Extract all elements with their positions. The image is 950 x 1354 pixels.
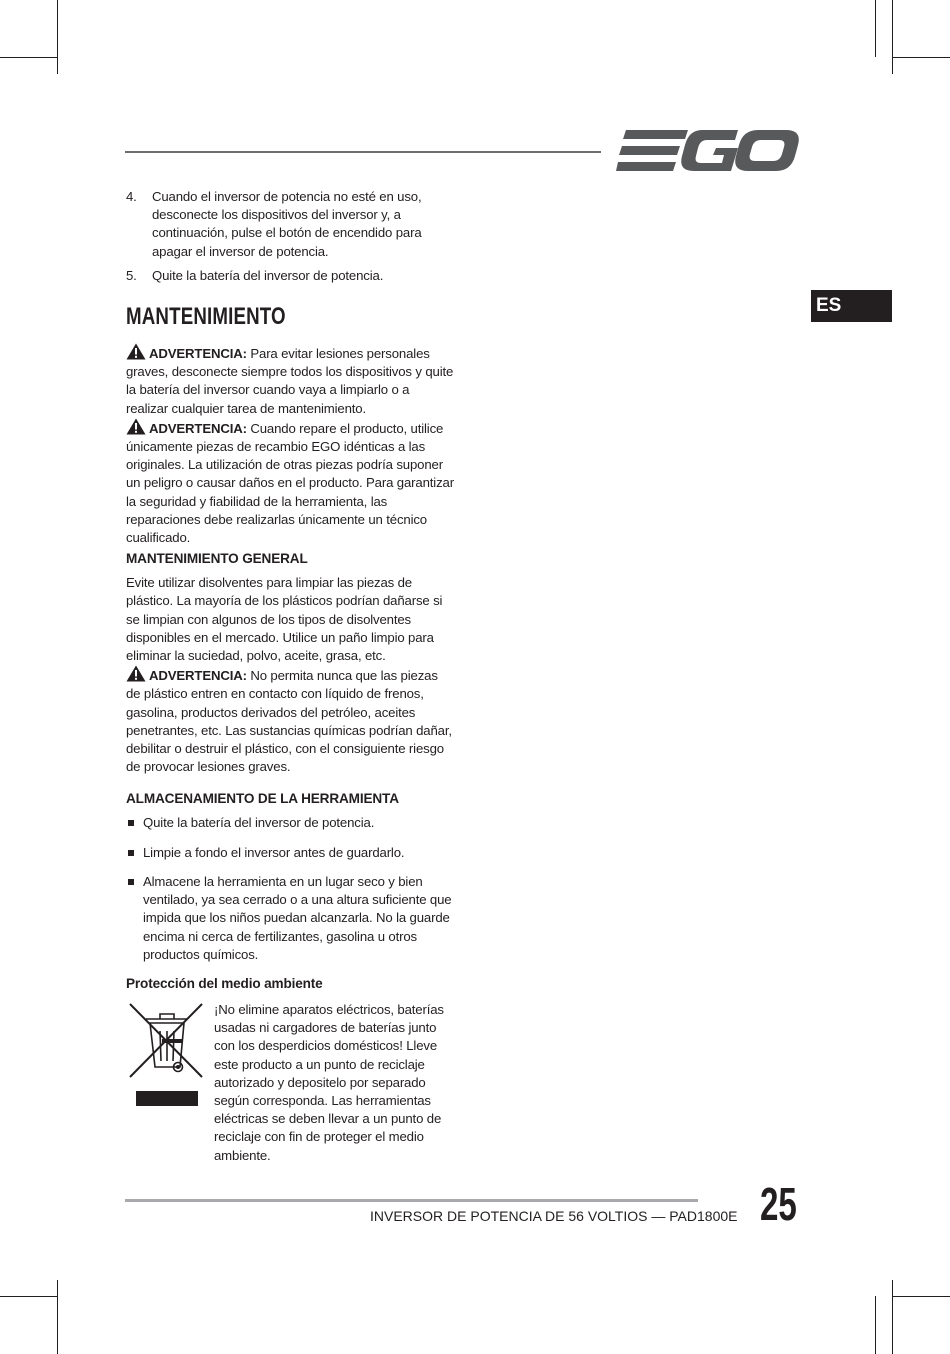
crop-mark [0, 1296, 57, 1297]
step-item [126, 188, 454, 261]
recycling-symbol [126, 1001, 214, 1111]
warning-text: Para evitar lesiones personales graves, desconecte siempre todos los dispositivos y quite la batería del inversor cuando vaya a limpiarlo o a realizar cualquier tarea de mantenimiento. [126, 346, 454, 416]
footer-product-name: INVERSOR DE POTENCIA DE 56 VOLTIOS — PAD1800E [370, 1208, 738, 1224]
environment-block [126, 1001, 454, 1165]
footer-rule [125, 1199, 698, 1202]
environment-text: ¡No elimine aparatos eléctricos, baterías usadas ni cargadores de baterías junto con los desperdicios domésticos! Lleve este producto a un punto de reciclaje autorizado y depositelo por separado según corresponda. Las herramientas eléctricas se deben llevar a un punto de reciclaje con fin de proteger el medio ambiente. [214, 1001, 444, 1163]
bullet-square-icon [126, 873, 143, 964]
crop-mark [892, 1296, 950, 1297]
list-item [126, 844, 454, 862]
list-item-text: Limpie a fondo el inversor antes de guardarlo. [143, 844, 405, 860]
warning-paragraph [126, 343, 454, 418]
list-item [126, 873, 454, 964]
warning-triangle-icon [126, 343, 146, 360]
header-rule [125, 151, 601, 153]
step-text: Quite la batería del inversor de potencia. [152, 267, 384, 283]
crossed-out-wheelie-bin-icon [126, 1001, 214, 1111]
general-maintenance-text: Evite utilizar disolventes para limpiar las piezas de plástico. La mayoría de los plásticos podrían dañarse si se limpian con algunos de los tipos de disolventes disponibles en el mercado. Utilice un paño limpio para eliminar la suciedad, polvo, aceite, grasa, etc. [126, 575, 443, 664]
warning-label: ADVERTENCIA: [149, 346, 247, 362]
warning-paragraph [126, 418, 454, 547]
section-title-general-maintenance: MANTENIMIENTO GENERAL [126, 551, 308, 567]
section-title-storage: ALMACENAMIENTO DE LA HERRAMIENTA [126, 791, 399, 807]
ego-logo-icon [616, 128, 800, 174]
crop-mark [892, 1280, 893, 1354]
warning-paragraph [126, 665, 454, 776]
step-item [126, 267, 454, 285]
bullet-square-icon [126, 844, 143, 862]
warning-label: ADVERTENCIA: [149, 668, 247, 684]
list-item [126, 814, 454, 832]
warning-text: Cuando repare el producto, utilice únicamente piezas de recambio EGO idénticas a las originales. La utilización de otras piezas podría suponer un peligro o causar daños en el producto. Para garantizar la seguridad y fiabilidad de la herramienta, las reparaciones debe realizarlas únicamente un técnico cualificado. [126, 420, 454, 546]
section-title-maintenance: MANTENIMIENTO [126, 303, 286, 331]
crop-mark [875, 1296, 876, 1354]
crop-mark [892, 57, 950, 58]
content-column [126, 188, 454, 1165]
warning-triangle-icon [126, 418, 146, 435]
step-number: 4. [126, 189, 137, 204]
language-tab: ES [811, 290, 892, 322]
crop-mark [57, 0, 58, 74]
crop-mark [0, 57, 57, 58]
list-item-text: Almacene la herramienta en un lugar seco y bien ventilado, ya sea cerrado o a una altura suficiente que impida que los niños puedan alcanzarla. No la guarde encima ni cerca de fertilizantes, gasolina u otros productos químicos. [143, 873, 452, 962]
warning-triangle-icon [126, 665, 146, 682]
list-item-text: Quite la batería del inversor de potencia. [143, 815, 375, 831]
bullet-square-icon [126, 814, 143, 832]
section-title-environment: Protección del medio ambiente [126, 975, 323, 991]
warning-text: No permita nunca que las piezas de plástico entren en contacto con líquido de frenos, gasolina, productos derivados del petróleo, aceites penetrantes, etc. Las sustancias químicas podrían dañar, debilitar o destruir el plástico, con el consiguiente riesgo de provocar lesiones graves. [126, 668, 452, 775]
storage-list [126, 814, 454, 963]
page-number: 25 [760, 1178, 797, 1230]
crop-mark [875, 0, 876, 57]
step-number: 5. [126, 267, 137, 283]
crop-mark [57, 1280, 58, 1354]
step-text: Cuando el inversor de potencia no esté en uso, desconecte los dispositivos del inversor y, a continuación, pulse el botón de encendido para apagar el inversor de potencia. [152, 189, 422, 259]
warning-label: ADVERTENCIA: [149, 420, 247, 436]
crop-mark [892, 0, 893, 74]
